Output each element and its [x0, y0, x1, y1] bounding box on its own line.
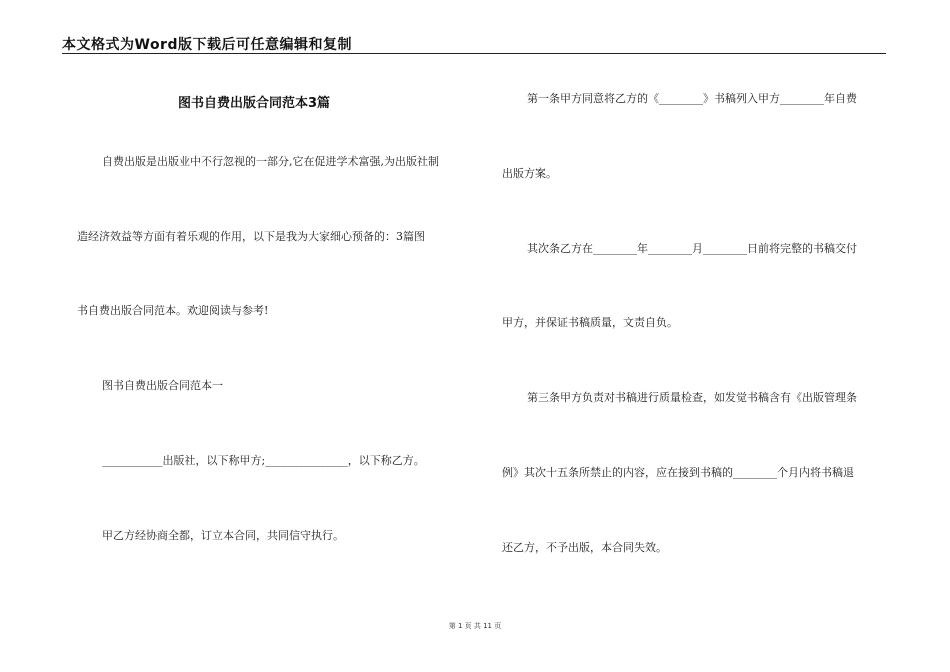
- left-line-5: ___________出版社，以下称甲方;_______________，以下称乙方。: [102, 454, 425, 467]
- header-rule: [62, 53, 886, 54]
- right-line-2: 出版方案。: [502, 167, 557, 180]
- header-banner: 本文格式为Word版下载后可任意编辑和复制: [62, 37, 352, 53]
- right-line-5: 第三条甲方负责对书稿进行质量检查，如发觉书稿含有《出版管理条: [527, 391, 857, 404]
- page-indicator: 第 1 页 共 11 页: [448, 622, 502, 630]
- right-line-3: 其次条乙方在________年________月________日前将完整的书稿交付: [527, 242, 857, 255]
- document-title: 图书自费出版合同范本3篇: [178, 96, 331, 111]
- left-line-1: 自费出版是出版业中不行忽视的一部分,它在促进学术富强,为出版社制: [102, 155, 439, 168]
- right-line-1: 第一条甲方同意将乙方的《________》书稿列入甲方________年自费: [527, 92, 857, 105]
- right-line-4: 甲方，并保证书稿质量，文责自负。: [502, 316, 678, 329]
- right-line-7: 还乙方，不予出版，本合同失效。: [502, 541, 667, 554]
- left-line-4: 图书自费出版合同范本一: [102, 379, 223, 392]
- left-line-3: 书自费出版合同范本。欢迎阅读与参考!: [77, 304, 269, 317]
- left-line-2: 造经济效益等方面有着乐观的作用，以下是我为大家细心预备的：3篇图: [77, 230, 425, 243]
- left-line-6: 甲乙方经协商全都，订立本合同，共同信守执行。: [102, 529, 344, 542]
- right-line-6: 例》其次十五条所禁止的内容，应在接到书稿的________个月内将书稿退: [502, 466, 854, 479]
